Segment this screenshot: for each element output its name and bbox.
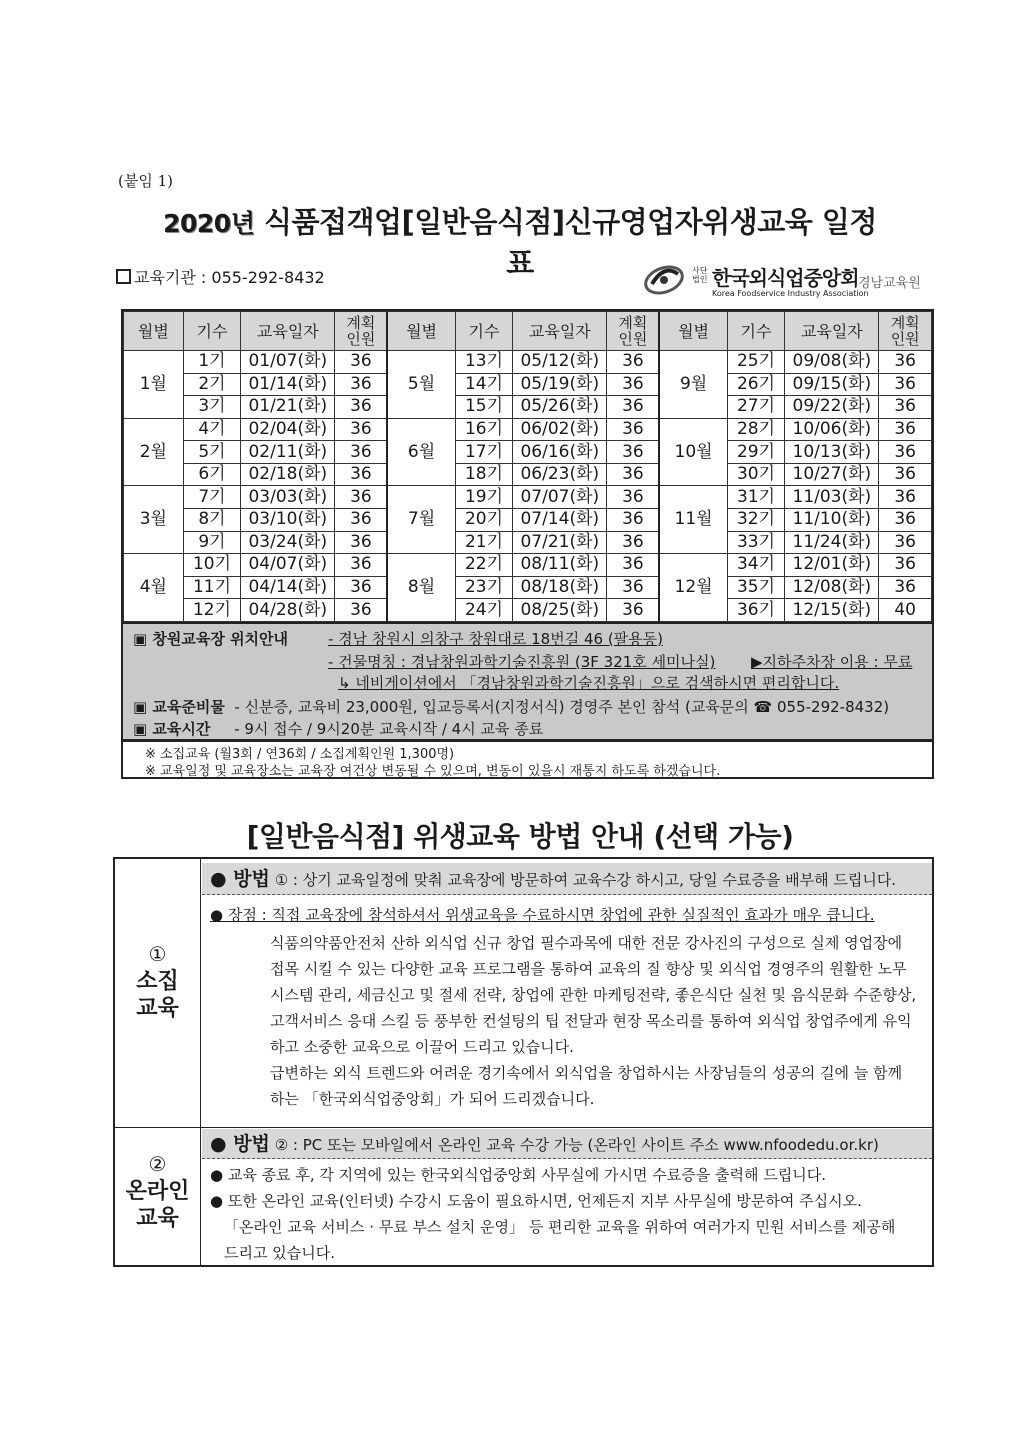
date-cell: 08/18(화) (513, 576, 607, 599)
session-cell: 22기 (455, 554, 513, 577)
month-cell: 3월 (124, 486, 184, 554)
method1-line: 하는 「한국외식업중앙회」가 되어 드리겠습니다. (270, 1090, 595, 1108)
header-date: 교육일자 (241, 312, 335, 351)
title-text: 식품접객업[일반음식점]신규영업자위생교육 일정표 (263, 205, 877, 280)
institution-info (116, 265, 325, 288)
count-cell: 36 (879, 418, 932, 441)
table-row (124, 486, 932, 509)
count-cell: 36 (879, 509, 932, 532)
month-cell: 6월 (387, 418, 455, 486)
count-cell: 36 (879, 373, 932, 396)
header-date: 교육일자 (513, 312, 607, 351)
date-cell: 01/07(화) (241, 351, 335, 374)
count-cell: 36 (607, 486, 660, 509)
session-cell: 12기 (183, 599, 241, 622)
date-cell: 02/18(화) (241, 463, 335, 486)
month-cell: 2월 (124, 418, 184, 486)
org-branch: 경남교육원 (858, 276, 921, 291)
count-cell: 36 (335, 531, 388, 554)
count-cell: 36 (607, 509, 660, 532)
date-cell: 12/08(화) (785, 576, 879, 599)
header-date: 교육일자 (785, 312, 879, 351)
date-cell: 12/01(화) (785, 554, 879, 577)
session-cell: 15기 (455, 396, 513, 419)
session-cell: 4기 (183, 418, 241, 441)
count-cell: 36 (607, 396, 660, 419)
count-cell: 36 (879, 486, 932, 509)
table-row (124, 373, 932, 396)
session-cell: 7기 (183, 486, 241, 509)
date-cell: 03/03(화) (241, 486, 335, 509)
header-session: 기수 (183, 312, 241, 351)
method1-merit: ● 장점 : 직접 교육장에 참석하셔서 위생교육을 수료하시면 창업에 관한 실질적인 효과가 매우 큽니다. (210, 906, 875, 924)
date-cell: 12/15(화) (785, 599, 879, 622)
session-cell: 8기 (183, 509, 241, 532)
method2-body (202, 1161, 932, 1265)
attachment-label: (붙임 1) (118, 172, 173, 190)
location-label: ▣ 창원교육장 위치안내 (133, 630, 289, 648)
method2-line: 드리고 있습니다. (224, 1244, 335, 1262)
note-2: ※ 교육일정 및 교육장소는 교육장 여건상 변동될 수 있으며, 변동이 있을시 재통지 하도록 하겠습니다. (145, 764, 721, 779)
table-row (124, 463, 932, 486)
note-1: ※ 소집교육 (월3회 / 연36회 / 소집계획인원 1,300명) (145, 747, 455, 762)
count-cell: 36 (335, 463, 388, 486)
date-cell: 05/19(화) (513, 373, 607, 396)
schedule-grid (123, 311, 932, 622)
session-cell: 17기 (455, 441, 513, 464)
count-cell: 36 (335, 396, 388, 419)
table-row (124, 441, 932, 464)
count-cell: 36 (879, 554, 932, 577)
institution-label: 교육기관 : 055-292-8432 (134, 268, 325, 287)
date-cell: 05/26(화) (513, 396, 607, 419)
methods-box (113, 857, 934, 1267)
count-cell: 40 (879, 599, 932, 622)
month-cell: 7월 (387, 486, 455, 554)
session-cell: 29기 (727, 441, 785, 464)
session-cell: 19기 (455, 486, 513, 509)
session-cell: 24기 (455, 599, 513, 622)
method1-line: 급변하는 외식 트렌드와 어려운 경기속에서 외식업을 창업하시는 사장님들의 성공의 길에 늘 함께 (270, 1064, 903, 1082)
month-cell: 12월 (659, 554, 727, 622)
date-cell: 08/25(화) (513, 599, 607, 622)
count-cell: 36 (607, 418, 660, 441)
schedule-body (124, 351, 932, 622)
date-cell: 03/10(화) (241, 509, 335, 532)
table-row (124, 599, 932, 622)
navigation-info: ↳ 네비게이션에서 「경남창원과학기술진흥원」으로 검색하시면 편리합니다. (338, 674, 840, 692)
table-row (124, 396, 932, 419)
session-cell: 27기 (727, 396, 785, 419)
count-cell: 36 (879, 576, 932, 599)
date-cell: 07/07(화) (513, 486, 607, 509)
location-address: - 경남 창원시 의창구 창원대로 18번길 46 (팔용동) (328, 630, 663, 648)
method2-line: 「온라인 교육 서비스 · 무료 부스 설치 운영」 등 편리한 교육을 위하여 여러가지 민원 서비스를 제공해 (224, 1218, 896, 1236)
info-box (121, 624, 934, 741)
count-cell: 36 (607, 373, 660, 396)
org-type: 사단법인 (692, 266, 708, 284)
date-cell: 09/15(화) (785, 373, 879, 396)
date-cell: 06/02(화) (513, 418, 607, 441)
count-cell: 36 (335, 418, 388, 441)
method1-line: 접목 시킬 수 있는 다양한 교육 프로그램을 통하여 교육의 질 향상 및 외식업 경영주의 원활한 노무 (270, 960, 907, 978)
session-cell: 25기 (727, 351, 785, 374)
table-row (124, 531, 932, 554)
session-cell: 5기 (183, 441, 241, 464)
notes-box (121, 741, 934, 779)
date-cell: 10/27(화) (785, 463, 879, 486)
count-cell: 36 (335, 351, 388, 374)
month-cell: 9월 (659, 351, 727, 419)
method1-line: 고객서비스 응대 스킬 등 풍부한 컨설팅의 팁 전달과 현장 목소리를 통하여 외식업 창업주에게 유익 (270, 1012, 912, 1030)
count-cell: 36 (879, 396, 932, 419)
session-cell: 32기 (727, 509, 785, 532)
date-cell: 04/14(화) (241, 576, 335, 599)
count-cell: 36 (607, 463, 660, 486)
method1-line: 식품의약품안전처 산하 외식업 신규 창업 필수과목에 대한 전문 강사진의 구성으로 실제 영업장에 (270, 934, 903, 952)
session-cell: 30기 (727, 463, 785, 486)
session-cell: 11기 (183, 576, 241, 599)
table-row (124, 418, 932, 441)
header-month: 월별 (124, 312, 184, 351)
month-cell: 11월 (659, 486, 727, 554)
date-cell: 09/08(화) (785, 351, 879, 374)
session-cell: 31기 (727, 486, 785, 509)
date-cell: 08/11(화) (513, 554, 607, 577)
session-cell: 28기 (727, 418, 785, 441)
session-cell: 1기 (183, 351, 241, 374)
session-cell: 26기 (727, 373, 785, 396)
session-cell: 3기 (183, 396, 241, 419)
count-cell: 36 (607, 554, 660, 577)
count-cell: 36 (335, 576, 388, 599)
time-row: ▣ 교육시간 - 9시 접수 / 9시20분 교육시작 / 4시 교육 종료 (133, 720, 544, 738)
month-cell: 4월 (124, 554, 184, 622)
count-cell: 36 (879, 463, 932, 486)
header-plan: 계획 인원 (335, 312, 388, 351)
method2-header: ● 방법 ② : PC 또는 모바일에서 온라인 교육 수강 가능 (온라인 사이트 주소 www.nfoodedu.or.kr) (202, 1129, 932, 1159)
date-cell: 10/06(화) (785, 418, 879, 441)
session-cell: 33기 (727, 531, 785, 554)
date-cell: 07/14(화) (513, 509, 607, 532)
count-cell: 36 (607, 351, 660, 374)
org-name: 한국외식업중앙회 (712, 266, 859, 290)
square-bullet-icon (116, 269, 131, 284)
method2-line: ● 또한 온라인 교육(인터넷) 수강시 도움이 필요하시면, 언제든지 지부 사무실에 방문하여 주십시오. (210, 1192, 862, 1210)
session-cell: 34기 (727, 554, 785, 577)
session-cell: 23기 (455, 576, 513, 599)
table-row (124, 509, 932, 532)
count-cell: 36 (607, 599, 660, 622)
date-cell: 04/07(화) (241, 554, 335, 577)
header-plan: 계획 인원 (879, 312, 932, 351)
location-building: - 건물명칭 : 경남창원과학기술진흥원 (3F 321호 세미나실) (328, 653, 716, 671)
schedule-header-row (124, 312, 932, 351)
method1-label: ① 소집 교육 (115, 859, 201, 1129)
title-year: 2020년 (163, 209, 255, 238)
method1-body (202, 897, 932, 1127)
count-cell: 36 (607, 576, 660, 599)
session-cell: 14기 (455, 373, 513, 396)
session-cell: 36기 (727, 599, 785, 622)
date-cell: 09/22(화) (785, 396, 879, 419)
session-cell: 21기 (455, 531, 513, 554)
date-cell: 06/23(화) (513, 463, 607, 486)
date-cell: 04/28(화) (241, 599, 335, 622)
session-cell: 2기 (183, 373, 241, 396)
date-cell: 07/21(화) (513, 531, 607, 554)
method1-line: 하고 소중한 교육으로 이끌어 드리고 있습니다. (270, 1038, 574, 1056)
date-cell: 03/24(화) (241, 531, 335, 554)
count-cell: 36 (607, 441, 660, 464)
count-cell: 36 (335, 509, 388, 532)
month-cell: 8월 (387, 554, 455, 622)
session-cell: 18기 (455, 463, 513, 486)
count-cell: 36 (879, 441, 932, 464)
date-cell: 01/14(화) (241, 373, 335, 396)
org-logo-icon (642, 258, 686, 302)
prep-row: ▣ 교육준비물 - 신분증, 교육비 23,000원, 입교등록서(지정서식) 경영주 본인 참석 (교육문의 ☎ 055-292-8432) (133, 698, 890, 716)
month-cell: 10월 (659, 418, 727, 486)
table-row (124, 576, 932, 599)
methods-title: [일반음식점] 위생교육 방법 안내 (선택 가능) (246, 820, 794, 853)
method2-line: ● 교육 종료 후, 각 지역에 있는 한국외식업중앙회 사무실에 가시면 수료증을 출력해 드립니다. (210, 1166, 826, 1184)
date-cell: 02/04(화) (241, 418, 335, 441)
count-cell: 36 (335, 554, 388, 577)
schedule-table (121, 309, 934, 624)
header-session: 기수 (455, 312, 513, 351)
method2-label: ② 온라인 교육 (115, 1128, 201, 1267)
session-cell: 6기 (183, 463, 241, 486)
date-cell: 10/13(화) (785, 441, 879, 464)
count-cell: 36 (335, 486, 388, 509)
header-month: 월별 (387, 312, 455, 351)
session-cell: 9기 (183, 531, 241, 554)
table-row (124, 554, 932, 577)
session-cell: 20기 (455, 509, 513, 532)
session-cell: 13기 (455, 351, 513, 374)
header-session: 기수 (727, 312, 785, 351)
count-cell: 36 (607, 531, 660, 554)
count-cell: 36 (335, 599, 388, 622)
table-row (124, 351, 932, 374)
org-english-name: Korea Foodservice Industry Association (712, 289, 869, 298)
date-cell: 02/11(화) (241, 441, 335, 464)
session-cell: 35기 (727, 576, 785, 599)
date-cell: 11/10(화) (785, 509, 879, 532)
count-cell: 36 (879, 351, 932, 374)
count-cell: 36 (335, 441, 388, 464)
count-cell: 36 (335, 373, 388, 396)
session-cell: 16기 (455, 418, 513, 441)
header-plan: 계획 인원 (607, 312, 660, 351)
method-divider (115, 1127, 932, 1128)
method1-header: ● 방법 ① : 상기 교육일정에 맞춰 교육장에 방문하여 교육수강 하시고, 당일 수료증을 배부해 드립니다. (202, 863, 932, 895)
org-logo (640, 258, 940, 304)
date-cell: 11/03(화) (785, 486, 879, 509)
date-cell: 01/21(화) (241, 396, 335, 419)
header-month: 월별 (659, 312, 727, 351)
method1-line: 시스템 관리, 세금신고 및 절세 전략, 창업에 관한 마케팅전략, 좋은식단 실천 및 음식문화 수준향상, (270, 986, 917, 1004)
date-cell: 06/16(화) (513, 441, 607, 464)
session-cell: 10기 (183, 554, 241, 577)
date-cell: 11/24(화) (785, 531, 879, 554)
parking-info: ▶지하주차장 이용 : 무료 (751, 653, 913, 671)
count-cell: 36 (879, 531, 932, 554)
month-cell: 1월 (124, 351, 184, 419)
date-cell: 05/12(화) (513, 351, 607, 374)
month-cell: 5월 (387, 351, 455, 419)
